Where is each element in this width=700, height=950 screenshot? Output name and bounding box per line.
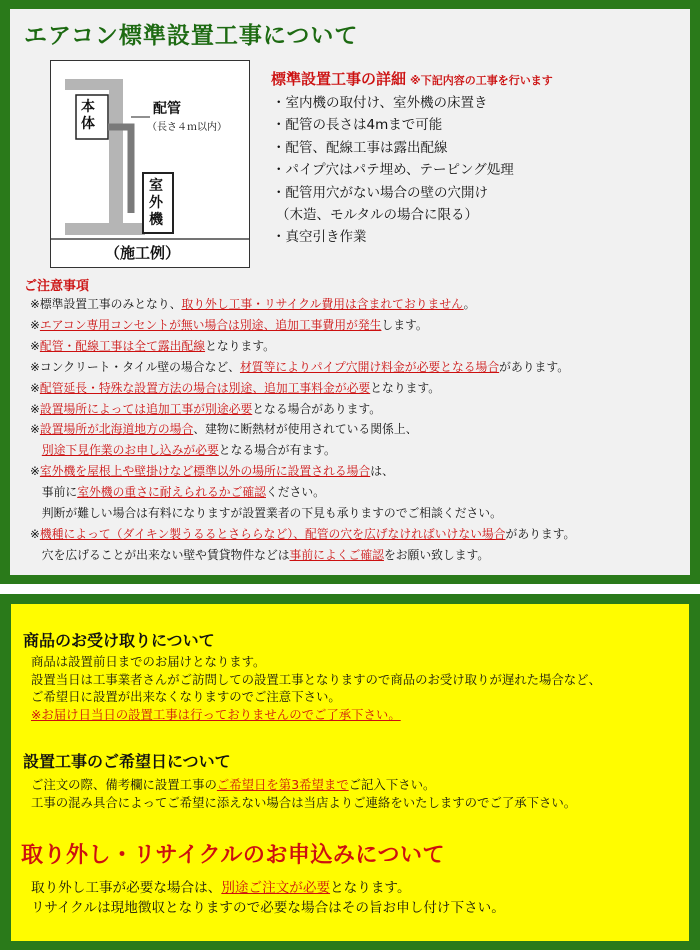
removal-heading: 取り外し・リサイクルのお申込みについて [21, 843, 445, 868]
caution-line: ※機種によって（ダイキン製うるるとさららなど）、配管の穴を広げなければいけない場合があります。 [30, 526, 576, 541]
caution-heading: ご注意事項 [24, 279, 90, 294]
detail-item: （木造、モルタルの場合に限る） [276, 207, 478, 224]
receipt-heading: 商品のお受け取りについて [23, 631, 215, 650]
standard-install-content [10, 9, 690, 575]
caution-line: ※配管延長・特殊な設置方法の場合は別途、追加工事料金が必要となります。 [30, 380, 441, 395]
caution-line: ※標準設置工事のみとなり、取り外し工事・リサイクル費用は含まれておりません。 [30, 297, 476, 311]
removal-line: リサイクルは現地徴収となりますので必要な場合はその旨お申し付け下さい。 [31, 900, 505, 916]
detail-list [272, 92, 514, 249]
caution-line: ※コンクリート・タイル壁の場合など、材質等によりパイプ穴開け料金が必要となる場合があります。 [30, 359, 569, 374]
receipt-line: 商品は設置前日までのお届けとなります。 [31, 654, 266, 669]
receipt-line: 設置当日は工事業者さんがご訪問しての設置工事となりますので商品のお受け取りが遅れた場合など、 [31, 671, 601, 687]
removal-line: 取り外し工事が必要な場合は、別途ご注文が必要となります。 [31, 880, 411, 896]
indoor-unit-label: 本体 [81, 99, 95, 132]
caution-line: ※エアコン専用コンセントが無い場合は別途、追加工事費用が発生します。 [30, 317, 428, 332]
delivery-info-content [11, 604, 689, 941]
detail-heading: 標準設置工事の詳細 [271, 70, 407, 88]
page-title: エアコン標準設置工事について [24, 23, 359, 49]
caution-line: ※配管・配線工事は全て露出配線となります。 [30, 338, 275, 353]
receipt-line: ご希望日に設置が出来なくなりますのでご注意下さい。 [31, 689, 341, 705]
caution-line: 事前に室外機の重さに耐えられるかご確認ください。 [30, 485, 325, 500]
date-line: ご注文の際、備考欄に設置工事のご希望日を第3希望までご記入下さい。 [31, 777, 436, 792]
detail-item: ・配管用穴がない場合の壁の穴開け [272, 184, 488, 201]
detail-item: ・室内機の取付け、室外機の床置き [272, 95, 488, 111]
caution-line: ※設置場所が北海道地方の場合、建物に断熱材が使用されている関係上、 [30, 422, 418, 437]
detail-item: ・配管の長さは4mまで可能 [272, 117, 443, 134]
caution-line: 穴を広げることが出来ない壁や賃貸物件などは事前によくご確認をお願い致します。 [30, 547, 490, 562]
detail-item: ・配管、配線工事は露出配線 [272, 139, 448, 156]
caution-notes [30, 294, 575, 566]
installation-diagram [50, 60, 250, 268]
installation-diagram-svg [51, 61, 249, 267]
caution-line: ※室外機を屋根上や壁掛けなど標準以外の場所に設置される場合は、 [30, 464, 394, 479]
detail-item: ・真空引き作業 [272, 229, 367, 246]
floor-beam [65, 223, 145, 235]
detail-note: ※下記内容の工事を行います [410, 74, 553, 87]
receipt-line: ※お届け日当日の設置工事は行っておりませんのでご了承下さい。 [31, 706, 401, 722]
date-heading: 設置工事のご希望日について [23, 752, 231, 771]
receipt-text [31, 653, 601, 723]
outdoor-unit-label: 室外機 [149, 178, 163, 228]
detail-item: ・パイプ穴はパテ埋め、テーピング処理 [272, 162, 514, 179]
diagram-caption: （施工例） [105, 244, 181, 262]
delivery-info-panel [0, 594, 700, 950]
caution-line: ※設置場所によっては追加工事が別途必要となる場合があります。 [30, 401, 382, 416]
date-text [31, 776, 576, 811]
pipe-label: 配管 [153, 101, 181, 117]
wall [109, 79, 123, 235]
pipe-length-label: （長さ４ｍ以内） [147, 122, 227, 133]
date-line: 工事の混み具合によってご希望に添えない場合は当店よりご連絡をいたしますのでご了承下さい。 [31, 794, 577, 810]
detail-heading-row [271, 68, 553, 89]
removal-text [31, 878, 505, 918]
caution-line: 判断が難しい場合は有料になりますが設置業者の下見も承りますのでご相談ください。 [30, 506, 502, 521]
caution-line: 別途下見作業のお申し込みが必要となる場合が有ます。 [41, 443, 336, 458]
panel-gap [0, 584, 700, 594]
